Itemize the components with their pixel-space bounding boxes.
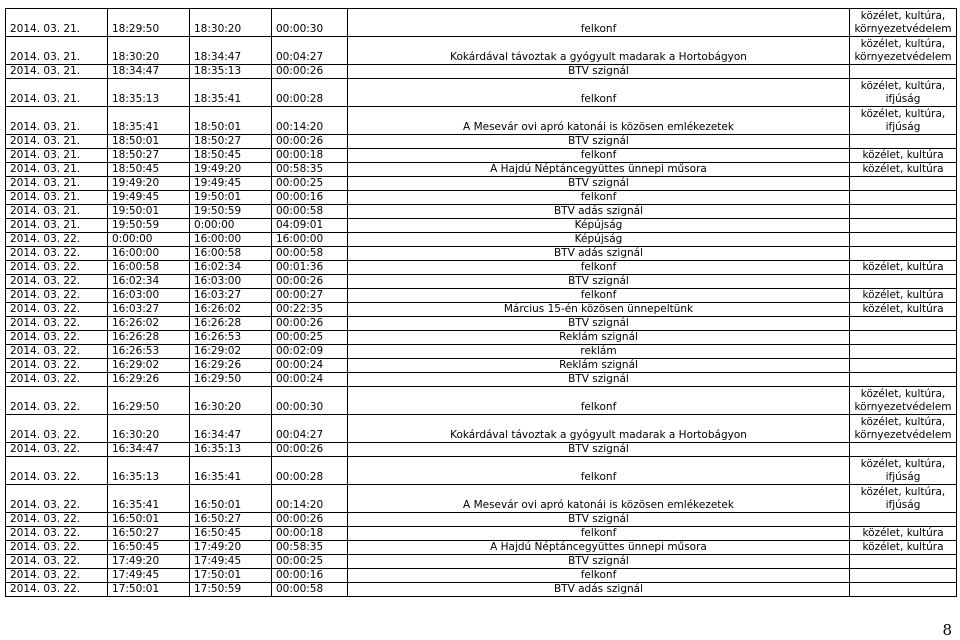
cell-end-time: 19:49:45	[190, 177, 272, 191]
cell-end-time: 19:49:20	[190, 163, 272, 177]
cell-start-time: 16:50:01	[108, 513, 190, 527]
cell-duration: 00:00:26	[272, 135, 348, 149]
cell-start-time: 16:29:02	[108, 359, 190, 373]
cell-program-title: BTV adás szignál	[348, 583, 850, 597]
cell-end-time: 16:26:28	[190, 317, 272, 331]
cell-duration: 00:00:30	[272, 9, 348, 37]
table-row	[6, 555, 957, 569]
cell-duration: 00:00:25	[272, 331, 348, 345]
cell-duration: 04:09:01	[272, 219, 348, 233]
cell-end-time: 16:03:27	[190, 289, 272, 303]
broadcast-schedule-table	[5, 8, 957, 597]
cell-program-title: Képújság	[348, 233, 850, 247]
cell-date: 2014. 03. 22.	[6, 513, 108, 527]
cell-duration: 00:00:26	[272, 513, 348, 527]
cell-end-time: 16:50:45	[190, 527, 272, 541]
cell-category	[850, 205, 957, 219]
cell-duration: 00:00:26	[272, 317, 348, 331]
cell-date: 2014. 03. 21.	[6, 191, 108, 205]
cell-duration: 00:00:27	[272, 289, 348, 303]
cell-category: közélet, kultúra	[850, 163, 957, 177]
cell-start-time: 16:35:13	[108, 457, 190, 485]
table-row	[6, 191, 957, 205]
cell-category	[850, 513, 957, 527]
cell-start-time: 18:50:27	[108, 149, 190, 163]
cell-duration: 00:00:58	[272, 205, 348, 219]
cell-duration: 00:00:16	[272, 569, 348, 583]
table-row	[6, 345, 957, 359]
cell-program-title: felkonf	[348, 261, 850, 275]
cell-category	[850, 191, 957, 205]
cell-program-title: BTV szignál	[348, 373, 850, 387]
cell-end-time: 18:35:13	[190, 65, 272, 79]
cell-category: közélet, kultúra, környezetvédelem	[850, 387, 957, 415]
cell-program-title: Reklám szignál	[348, 359, 850, 373]
table-row	[6, 149, 957, 163]
cell-start-time: 16:03:27	[108, 303, 190, 317]
cell-start-time: 16:50:27	[108, 527, 190, 541]
cell-duration: 00:00:25	[272, 555, 348, 569]
cell-date: 2014. 03. 22.	[6, 345, 108, 359]
cell-category	[850, 135, 957, 149]
cell-date: 2014. 03. 22.	[6, 373, 108, 387]
cell-program-title: reklám	[348, 345, 850, 359]
cell-end-time: 18:35:41	[190, 79, 272, 107]
cell-category	[850, 219, 957, 233]
cell-end-time: 16:35:13	[190, 443, 272, 457]
table-row	[6, 373, 957, 387]
cell-program-title: BTV szignál	[348, 135, 850, 149]
cell-program-title: BTV szignál	[348, 275, 850, 289]
table-row	[6, 205, 957, 219]
table-row	[6, 289, 957, 303]
cell-end-time: 16:02:34	[190, 261, 272, 275]
cell-category: közélet, kultúra, ifjúság	[850, 457, 957, 485]
cell-end-time: 16:50:27	[190, 513, 272, 527]
cell-start-time: 19:49:20	[108, 177, 190, 191]
cell-date: 2014. 03. 22.	[6, 359, 108, 373]
cell-category	[850, 555, 957, 569]
cell-program-title: A Hajdú Néptáncegyüttes ünnepi műsora	[348, 163, 850, 177]
table-row	[6, 443, 957, 457]
cell-category: közélet, kultúra, környezetvédelem	[850, 415, 957, 443]
cell-date: 2014. 03. 21.	[6, 205, 108, 219]
cell-category: közélet, kultúra	[850, 303, 957, 317]
cell-category	[850, 583, 957, 597]
cell-program-title: Március 15-én közösen ünnepeltünk	[348, 303, 850, 317]
table-row	[6, 415, 957, 443]
cell-category	[850, 65, 957, 79]
cell-date: 2014. 03. 22.	[6, 485, 108, 513]
cell-end-time: 19:50:59	[190, 205, 272, 219]
cell-program-title: BTV szignál	[348, 443, 850, 457]
cell-category: közélet, kultúra	[850, 289, 957, 303]
cell-program-title: felkonf	[348, 191, 850, 205]
cell-program-title: A Hajdú Néptáncegyüttes ünnepi műsora	[348, 541, 850, 555]
cell-date: 2014. 03. 22.	[6, 275, 108, 289]
cell-start-time: 17:50:01	[108, 583, 190, 597]
cell-duration: 16:00:00	[272, 233, 348, 247]
cell-date: 2014. 03. 22.	[6, 541, 108, 555]
cell-start-time: 16:03:00	[108, 289, 190, 303]
cell-start-time: 16:00:00	[108, 247, 190, 261]
table-row	[6, 387, 957, 415]
table-row	[6, 513, 957, 527]
cell-category	[850, 331, 957, 345]
table-row	[6, 275, 957, 289]
cell-start-time: 16:29:26	[108, 373, 190, 387]
cell-date: 2014. 03. 22.	[6, 527, 108, 541]
cell-end-time: 17:49:20	[190, 541, 272, 555]
cell-start-time: 18:30:20	[108, 37, 190, 65]
cell-duration: 00:00:28	[272, 79, 348, 107]
table-row	[6, 37, 957, 65]
cell-start-time: 19:49:45	[108, 191, 190, 205]
cell-date: 2014. 03. 22.	[6, 331, 108, 345]
cell-end-time: 0:00:00	[190, 219, 272, 233]
cell-duration: 00:00:26	[272, 275, 348, 289]
cell-start-time: 18:35:41	[108, 107, 190, 135]
cell-date: 2014. 03. 22.	[6, 443, 108, 457]
cell-program-title: felkonf	[348, 79, 850, 107]
cell-program-title: BTV adás szignál	[348, 205, 850, 219]
cell-category: közélet, kultúra	[850, 261, 957, 275]
cell-date: 2014. 03. 21.	[6, 219, 108, 233]
table-row	[6, 261, 957, 275]
cell-start-time: 16:02:34	[108, 275, 190, 289]
cell-date: 2014. 03. 22.	[6, 415, 108, 443]
cell-category	[850, 373, 957, 387]
cell-start-time: 16:00:58	[108, 261, 190, 275]
cell-date: 2014. 03. 21.	[6, 9, 108, 37]
cell-category: közélet, kultúra, ifjúság	[850, 107, 957, 135]
cell-duration: 00:00:28	[272, 457, 348, 485]
cell-program-title: BTV szignál	[348, 317, 850, 331]
cell-program-title: BTV szignál	[348, 555, 850, 569]
cell-category	[850, 569, 957, 583]
cell-duration: 00:58:35	[272, 541, 348, 555]
table-row	[6, 163, 957, 177]
cell-program-title: A Mesevár ovi apró katonái is közösen emlékezetek	[348, 485, 850, 513]
cell-duration: 00:00:24	[272, 359, 348, 373]
cell-program-title: felkonf	[348, 9, 850, 37]
cell-category: közélet, kultúra, ifjúság	[850, 485, 957, 513]
cell-end-time: 17:49:45	[190, 555, 272, 569]
cell-date: 2014. 03. 21.	[6, 163, 108, 177]
table-row	[6, 541, 957, 555]
cell-duration: 00:00:18	[272, 527, 348, 541]
cell-program-title: felkonf	[348, 149, 850, 163]
cell-start-time: 18:50:01	[108, 135, 190, 149]
cell-start-time: 17:49:20	[108, 555, 190, 569]
cell-date: 2014. 03. 22.	[6, 555, 108, 569]
table-row	[6, 79, 957, 107]
cell-program-title: felkonf	[348, 569, 850, 583]
cell-program-title: BTV szignál	[348, 513, 850, 527]
cell-duration: 00:00:26	[272, 443, 348, 457]
cell-program-title: felkonf	[348, 289, 850, 303]
cell-date: 2014. 03. 22.	[6, 583, 108, 597]
cell-category	[850, 345, 957, 359]
cell-duration: 00:22:35	[272, 303, 348, 317]
cell-end-time: 16:26:53	[190, 331, 272, 345]
cell-end-time: 16:00:58	[190, 247, 272, 261]
cell-category: közélet, kultúra, környezetvédelem	[850, 37, 957, 65]
cell-start-time: 0:00:00	[108, 233, 190, 247]
cell-end-time: 16:00:00	[190, 233, 272, 247]
page-number: 8	[942, 621, 952, 639]
table-row	[6, 107, 957, 135]
cell-program-title: Kokárdával távoztak a gyógyult madarak a Hortobágyon	[348, 415, 850, 443]
cell-start-time: 18:34:47	[108, 65, 190, 79]
cell-duration: 00:00:58	[272, 247, 348, 261]
table-row	[6, 331, 957, 345]
cell-end-time: 16:35:41	[190, 457, 272, 485]
cell-category: közélet, kultúra, ifjúság	[850, 79, 957, 107]
cell-category	[850, 247, 957, 261]
cell-program-title: felkonf	[348, 527, 850, 541]
cell-program-title: felkonf	[348, 457, 850, 485]
table-row	[6, 317, 957, 331]
cell-date: 2014. 03. 22.	[6, 303, 108, 317]
table-row	[6, 233, 957, 247]
cell-duration: 00:14:20	[272, 107, 348, 135]
cell-date: 2014. 03. 22.	[6, 387, 108, 415]
cell-end-time: 18:30:20	[190, 9, 272, 37]
cell-end-time: 17:50:59	[190, 583, 272, 597]
cell-end-time: 16:26:02	[190, 303, 272, 317]
cell-start-time: 16:29:50	[108, 387, 190, 415]
cell-program-title: felkonf	[348, 387, 850, 415]
cell-end-time: 16:29:02	[190, 345, 272, 359]
cell-date: 2014. 03. 22.	[6, 457, 108, 485]
cell-date: 2014. 03. 21.	[6, 37, 108, 65]
cell-category: közélet, kultúra	[850, 541, 957, 555]
cell-program-title: BTV szignál	[348, 65, 850, 79]
cell-date: 2014. 03. 21.	[6, 65, 108, 79]
table-row	[6, 135, 957, 149]
cell-duration: 00:04:27	[272, 415, 348, 443]
cell-category	[850, 443, 957, 457]
cell-end-time: 18:50:27	[190, 135, 272, 149]
cell-end-time: 16:29:26	[190, 359, 272, 373]
cell-end-time: 18:50:45	[190, 149, 272, 163]
cell-date: 2014. 03. 21.	[6, 79, 108, 107]
cell-duration: 00:00:30	[272, 387, 348, 415]
cell-start-time: 16:34:47	[108, 443, 190, 457]
table-row	[6, 9, 957, 37]
table-row	[6, 569, 957, 583]
cell-end-time: 19:50:01	[190, 191, 272, 205]
cell-category	[850, 359, 957, 373]
cell-duration: 00:01:36	[272, 261, 348, 275]
table-row	[6, 219, 957, 233]
table-row	[6, 485, 957, 513]
cell-category	[850, 177, 957, 191]
cell-date: 2014. 03. 21.	[6, 177, 108, 191]
cell-program-title: Kokárdával távoztak a gyógyult madarak a Hortobágyon	[348, 37, 850, 65]
cell-start-time: 16:26:28	[108, 331, 190, 345]
cell-end-time: 18:50:01	[190, 107, 272, 135]
cell-end-time: 16:30:20	[190, 387, 272, 415]
schedule-body	[6, 9, 957, 597]
cell-start-time: 18:50:45	[108, 163, 190, 177]
cell-category	[850, 275, 957, 289]
cell-date: 2014. 03. 21.	[6, 149, 108, 163]
cell-date: 2014. 03. 21.	[6, 135, 108, 149]
cell-category	[850, 317, 957, 331]
cell-end-time: 17:50:01	[190, 569, 272, 583]
cell-date: 2014. 03. 22.	[6, 233, 108, 247]
cell-date: 2014. 03. 22.	[6, 569, 108, 583]
cell-start-time: 19:50:59	[108, 219, 190, 233]
cell-date: 2014. 03. 22.	[6, 261, 108, 275]
cell-date: 2014. 03. 22.	[6, 289, 108, 303]
cell-date: 2014. 03. 22.	[6, 247, 108, 261]
cell-duration: 00:00:26	[272, 65, 348, 79]
cell-end-time: 16:03:00	[190, 275, 272, 289]
cell-end-time: 16:29:50	[190, 373, 272, 387]
cell-date: 2014. 03. 21.	[6, 107, 108, 135]
cell-end-time: 16:50:01	[190, 485, 272, 513]
table-row	[6, 65, 957, 79]
cell-duration: 00:00:16	[272, 191, 348, 205]
cell-duration: 00:00:18	[272, 149, 348, 163]
cell-program-title: A Mesevár ovi apró katonái is közösen emlékezetek	[348, 107, 850, 135]
cell-start-time: 17:49:45	[108, 569, 190, 583]
cell-start-time: 16:26:02	[108, 317, 190, 331]
cell-date: 2014. 03. 22.	[6, 317, 108, 331]
cell-start-time: 18:35:13	[108, 79, 190, 107]
cell-program-title: Reklám szignál	[348, 331, 850, 345]
cell-end-time: 16:34:47	[190, 415, 272, 443]
cell-duration: 00:02:09	[272, 345, 348, 359]
cell-category: közélet, kultúra	[850, 527, 957, 541]
cell-duration: 00:00:58	[272, 583, 348, 597]
cell-category: közélet, kultúra, környezetvédelem	[850, 9, 957, 37]
table-row	[6, 527, 957, 541]
table-row	[6, 303, 957, 317]
cell-start-time: 16:26:53	[108, 345, 190, 359]
cell-duration: 00:00:24	[272, 373, 348, 387]
cell-category	[850, 233, 957, 247]
cell-duration: 00:04:27	[272, 37, 348, 65]
table-row	[6, 359, 957, 373]
cell-program-title: BTV adás szignál	[348, 247, 850, 261]
table-row	[6, 247, 957, 261]
cell-program-title: BTV szignál	[348, 177, 850, 191]
cell-duration: 00:00:25	[272, 177, 348, 191]
cell-category: közélet, kultúra	[850, 149, 957, 163]
cell-start-time: 19:50:01	[108, 205, 190, 219]
cell-duration: 00:58:35	[272, 163, 348, 177]
cell-start-time: 18:29:50	[108, 9, 190, 37]
table-row	[6, 457, 957, 485]
table-row	[6, 583, 957, 597]
cell-start-time: 16:35:41	[108, 485, 190, 513]
cell-end-time: 18:34:47	[190, 37, 272, 65]
cell-duration: 00:14:20	[272, 485, 348, 513]
cell-program-title: Képújság	[348, 219, 850, 233]
cell-start-time: 16:30:20	[108, 415, 190, 443]
cell-start-time: 16:50:45	[108, 541, 190, 555]
table-row	[6, 177, 957, 191]
